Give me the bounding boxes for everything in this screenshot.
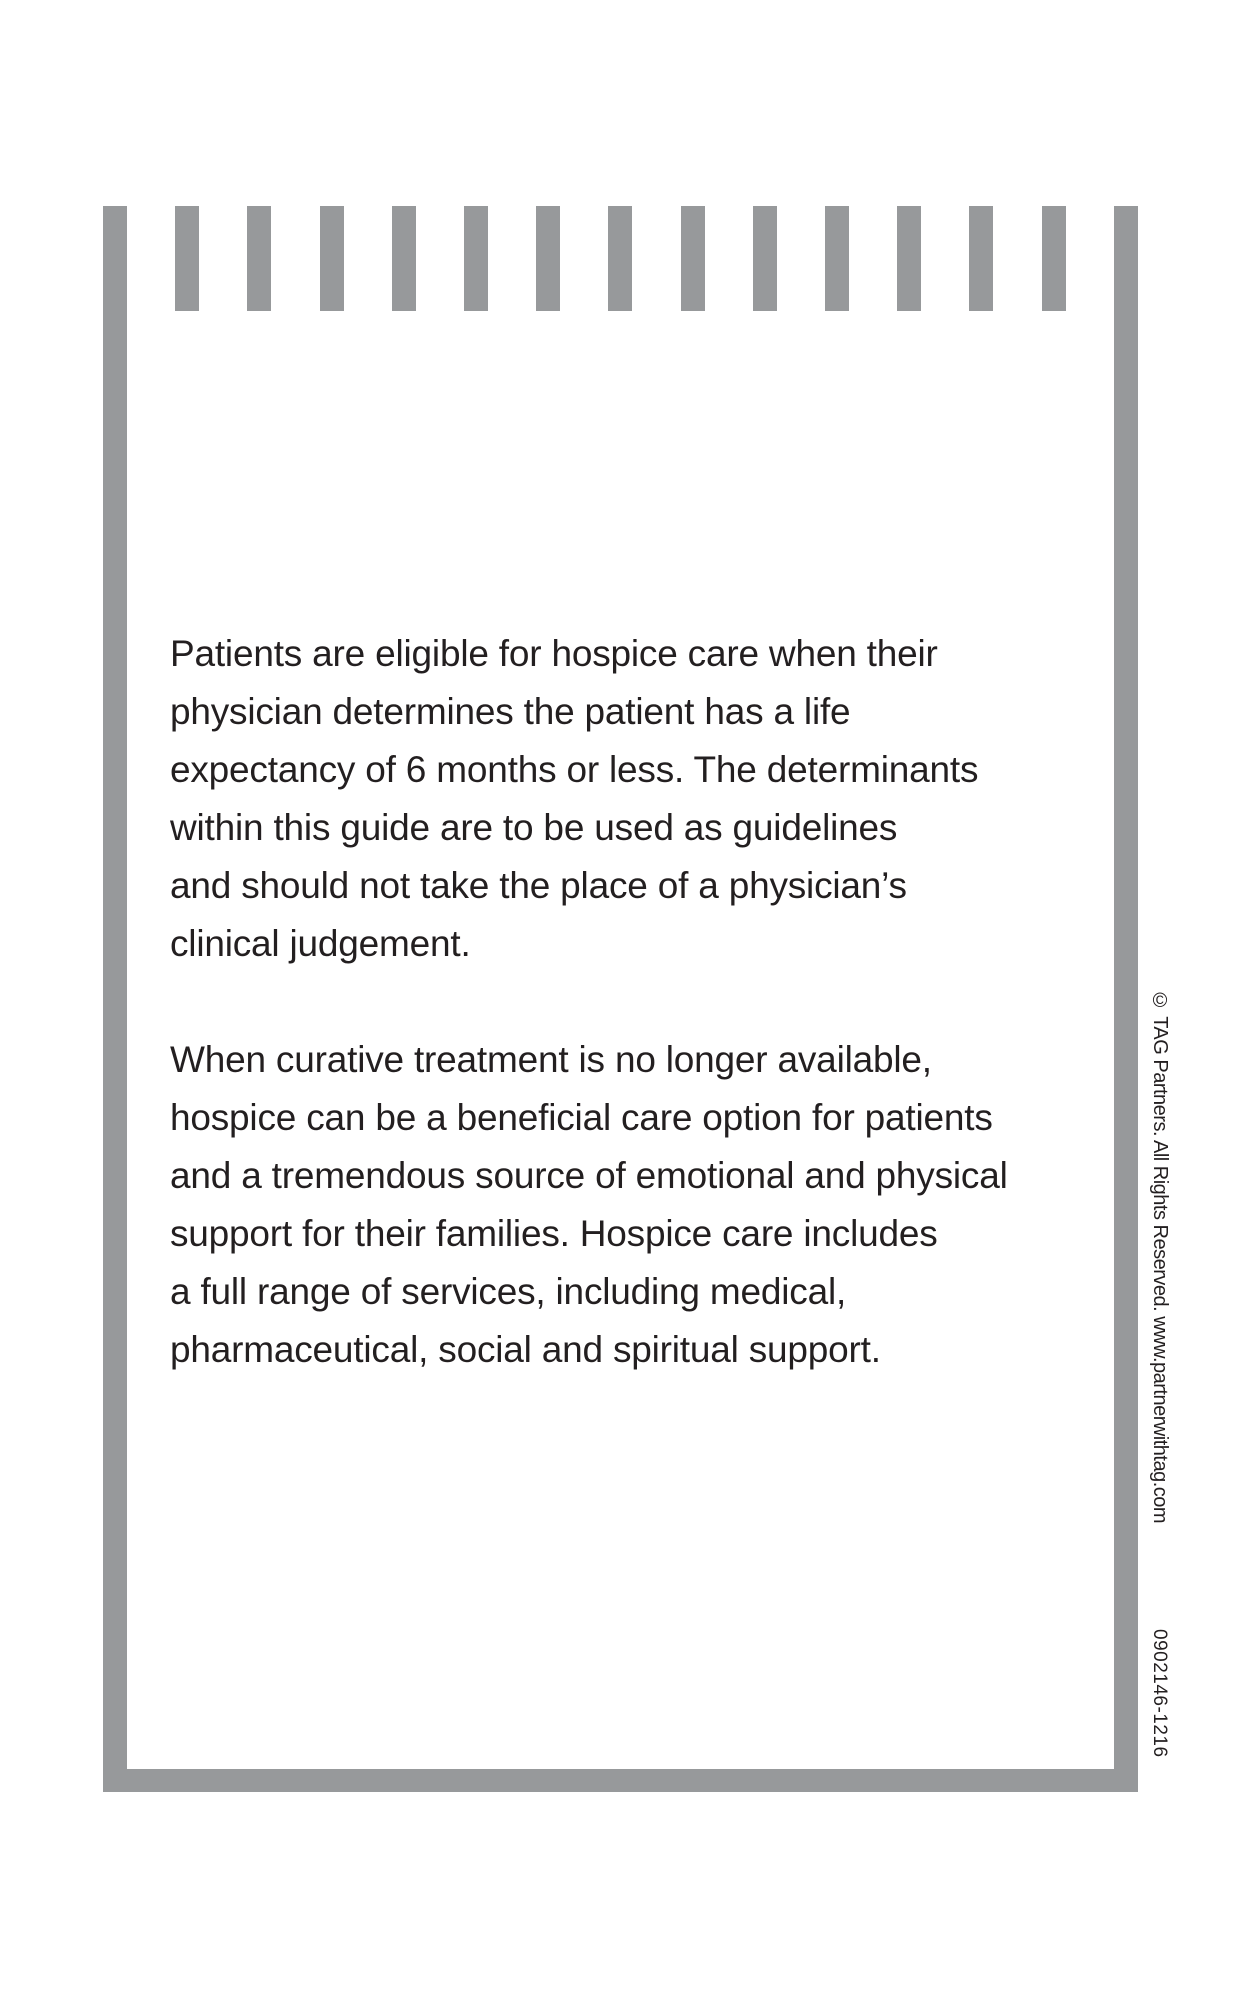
binding-bar [247, 206, 271, 311]
binding-bar [464, 206, 488, 311]
part-number-text: 0902146-1216 [1149, 1629, 1170, 1758]
binding-bar [825, 206, 849, 311]
binding-bar [681, 206, 705, 311]
body-text-line: within this guide are to be used as guidelines [170, 807, 898, 848]
binding-bar [175, 206, 199, 311]
binding-bar [753, 206, 777, 311]
body-text-line: clinical judgement. [170, 923, 471, 964]
binding-bar [536, 206, 560, 311]
body-text-line: and a tremendous source of emotional and physical [170, 1155, 1008, 1196]
frame-right-border [1114, 206, 1138, 1792]
binding-bar [320, 206, 344, 311]
frame-left-border [103, 206, 127, 1792]
binding-bar [392, 206, 416, 311]
body-text-line: Patients are eligible for hospice care when their [170, 633, 938, 674]
body-text-line: a full range of services, including medical, [170, 1271, 847, 1312]
body-text-line: expectancy of 6 months or less. The determinants [170, 749, 979, 790]
body-text-line: pharmaceutical, social and spiritual support. [170, 1329, 881, 1370]
body-text-line: and should not take the place of a physician’s [170, 865, 907, 906]
paragraph-curative [170, 1031, 1100, 1379]
binding-bar [897, 206, 921, 311]
copyright-text: © TAG Partners. All Rights Reserved. www.partnerwithtag.com [1149, 990, 1171, 1524]
frame-bottom-border [103, 1769, 1138, 1792]
body-text-line: When curative treatment is no longer available, [170, 1039, 932, 1080]
binding-bar [969, 206, 993, 311]
body-text-line: support for their families. Hospice care includes [170, 1213, 938, 1254]
binding-bar [608, 206, 632, 311]
binding-bar [1042, 206, 1066, 311]
body-text-line: hospice can be a beneficial care option for patients [170, 1097, 993, 1138]
paragraph-eligibility [170, 625, 1100, 973]
body-text-line: physician determines the patient has a life [170, 691, 851, 732]
